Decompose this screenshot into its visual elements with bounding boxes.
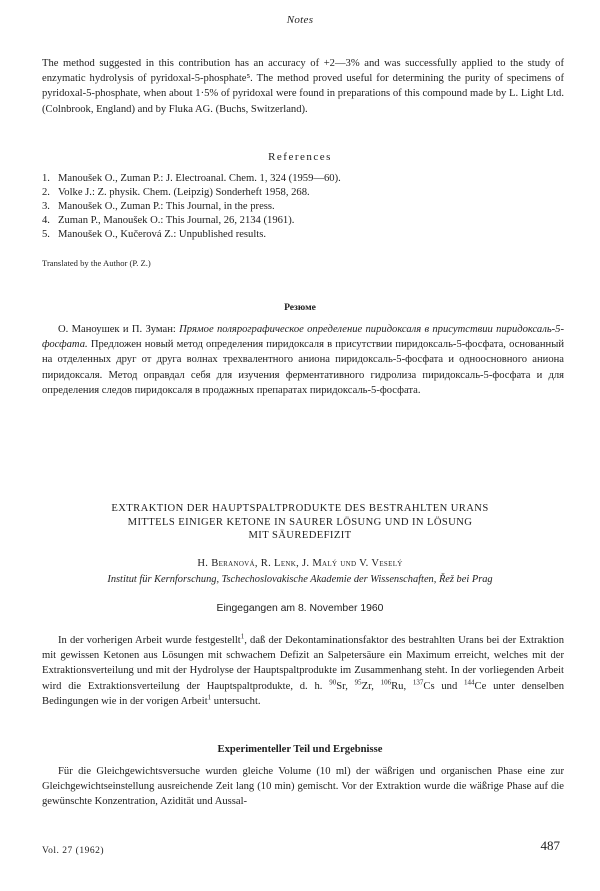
reference-item: 2. Volke J.: Z. physik. Chem. (Leipzig) Sonderheft 1958, 268. xyxy=(42,187,310,198)
reference-item: 1. Manoušek O., Zuman P.: J. Electroanal. Chem. 1, 324 (1959—60). xyxy=(42,173,341,184)
article-title-line: MIT SÄUREDEFIZIT xyxy=(248,530,352,541)
article-title xyxy=(0,502,600,543)
article-title-line: EXTRAKTION DER HAUPTSPALTPRODUKTE DES BESTRAHLTEN URANS xyxy=(111,503,489,514)
section-paragraph: Für die Gleichgewichtsversuche wurden gleiche Volume (10 ml) der wäßrigen und organischen Phase eine zur Gleichgewichtseinstellung ausreichende Zeit lang (10 min) gemischt. Vor der Extraktion wurde die wäßrige Phase auf die gewünschte Konzentration, Azidität und Aussal- xyxy=(42,766,564,808)
resume-title: Резюме xyxy=(284,302,316,313)
reference-mark: 1 xyxy=(207,693,212,702)
article-institution: Institut für Kernforschung, Tschechoslovakische Akademie der Wissenschaften, Řež bei Prag xyxy=(107,574,493,585)
page-number: 487 xyxy=(540,838,560,853)
reference-item: 4. Zuman P., Manoušek O.: This Journal, 26, 2134 (1961). xyxy=(42,215,295,226)
intro-paragraph: The method suggested in this contribution has an accuracy of +2—3% and was successfully applied to the study of enzymatic hydrolysis of pyridoxal-5-phosphate⁵. The method proved useful for determining the purity of specimens of pyridoxal-5-phosphate, when about 1·5% of pyridoxal were found in preparations of this compound made by L. Light Ltd. (Colnbrook, England) and by Fluka AG. (Buchs, Switzerland). xyxy=(42,58,564,115)
resume-authors: О. Маноушек и П. Зуман: xyxy=(58,324,176,335)
reference-item: 5. Manoušek O., Kučerová Z.: Unpublished results. xyxy=(42,229,267,240)
article-intro-paragraph: In der vorherigen Arbeit wurde festgestellt$^1$, daß der Dekontaminationsfaktor des bestrahlten Urans bei der Extraktion mit gewissen Ketonen aus Lösungen mit schwachem Defizit an Salpetersäure ein Maximum erreicht, welches mit der Extraktionsverteilung und mit der Hydrolyse der Hauptspaltprodukte im Zusammenhang steht. In der vorliegenden Arbeit wird die Extraktionsverteilung der Hauptspaltprodukte, d. h. $^{90}$Sr, $^{95}$Zr, $^{106}$Ru, $^{137}$Cs und $^{144}$Ce unter denselben Bedingungen wie in der vorigen Arbeit$^1$ untersucht. xyxy=(42,632,564,707)
references-title: References xyxy=(268,151,332,163)
translator-note: Translated by the Author (P. Z.) xyxy=(42,258,151,268)
reference-item: 3. Manoušek O., Zuman P.: This Journal, in the press. xyxy=(42,201,275,212)
section-title: Experimenteller Teil und Ergebnisse xyxy=(217,744,383,755)
reference-mark: 1 xyxy=(240,632,245,641)
references-list xyxy=(42,172,564,242)
received-date: Eingegangen am 8. November 1960 xyxy=(216,603,384,614)
resume-paragraph xyxy=(42,322,564,398)
resume-paper-title: Прямое полярографическое определение пиридоксаля в присутствии пиридоксаль-5-фосфата. xyxy=(42,324,564,351)
article-authors: H. Beranová, R. Lenk, J. Malý und V. Veselý xyxy=(197,558,403,569)
nuclide-list: $^{90}$Sr, $^{95}$Zr, $^{106}$Ru, $^{137}$Cs und $^{144}$Ce xyxy=(329,678,487,692)
running-title: Notes xyxy=(286,14,314,26)
article-title-line: MITTELS EINIGER KETONE IN SAURER LÖSUNG UND IN LÖSUNG xyxy=(127,516,473,528)
volume-footer: Vol. 27 (1962) xyxy=(42,846,104,856)
resume-body: Предложен новый метод определения пиридоксаля в присутствии пиридоксаль-5-фосфата, основанный на отделенных друг от друга волнах трехвалентного аниона пиридоксаль-5-фосфата и одноосновного аниона пиридоксаля. Метод оправдал себя для изучения ферментативного гидролиза пиридоксаль-5-фосфата и для определения следов пиридоксаля в продажных препаратах пиридоксаль-5-фосфата. xyxy=(42,339,564,396)
